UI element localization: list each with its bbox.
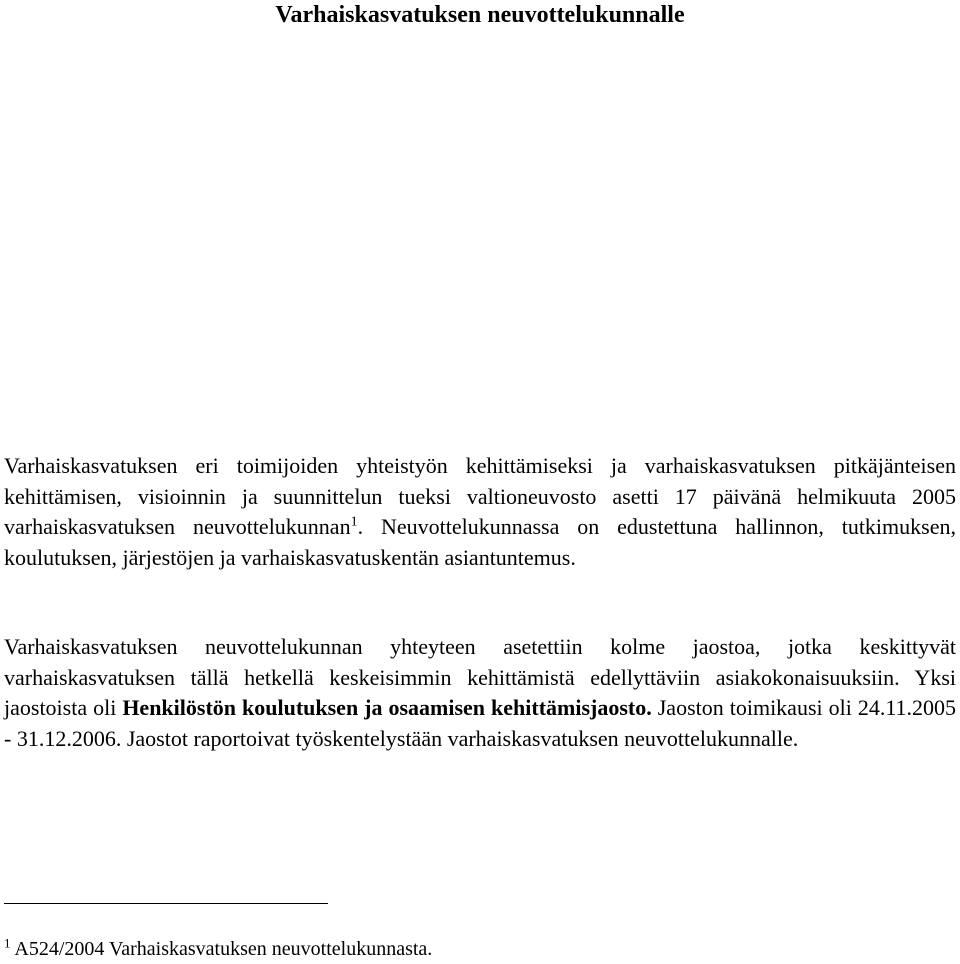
paragraph-2-text-continued: Jaoston toimikausi oli 24.11.2005 - 31.12.2006. Jaostot raportoivat työskentelystään varhaiskasvatuksen neuvottelukunnalle. bbox=[4, 695, 957, 751]
footnote bbox=[4, 936, 944, 962]
paragraph-2-text: Varhaiskasvatuksen neuvottelukunnan yhteyteen asetettiin kolme jaostoa, jotka keskittyvät varhaiskasvatuksen tällä hetkellä keskeisimmin kehittämistä edellyttäviin asiakokonaisuuksiin. Yksi jaostoista oli bbox=[4, 634, 956, 720]
body-paragraph-2 bbox=[4, 632, 956, 754]
footnote-text: A524/2004 Varhaiskasvatuksen neuvottelukunnasta. bbox=[10, 938, 433, 960]
subcommittee-name: Henkilöstön koulutuksen ja osaamisen kehittämisjaosto. bbox=[122, 695, 652, 720]
page-title: Varhaiskasvatuksen neuvottelukunnalle bbox=[275, 2, 685, 28]
body-paragraph-1 bbox=[4, 451, 956, 573]
footnote-reference[interactable]: 1 bbox=[350, 514, 358, 530]
paragraph-1-text: Varhaiskasvatuksen eri toimijoiden yhteistyön kehittämiseksi ja varhaiskasvatuksen pitkäjänteisen kehittämisen, visioinnin ja suunnittelun tueksi valtioneuvosto asetti 17 päivänä helmikuuta 2005 varhaiskasvatuksen neuvottelukunnan bbox=[4, 453, 956, 539]
paragraph-1-text-continued: . Neuvottelukunnassa on edustettuna hallinnon, tutkimuksen, koulutuksen, järjestöjen ja varhaiskasvatuskentän asiantuntemus. bbox=[4, 514, 956, 570]
footnote-separator bbox=[4, 903, 328, 904]
footnote-marker: 1 bbox=[4, 935, 11, 951]
